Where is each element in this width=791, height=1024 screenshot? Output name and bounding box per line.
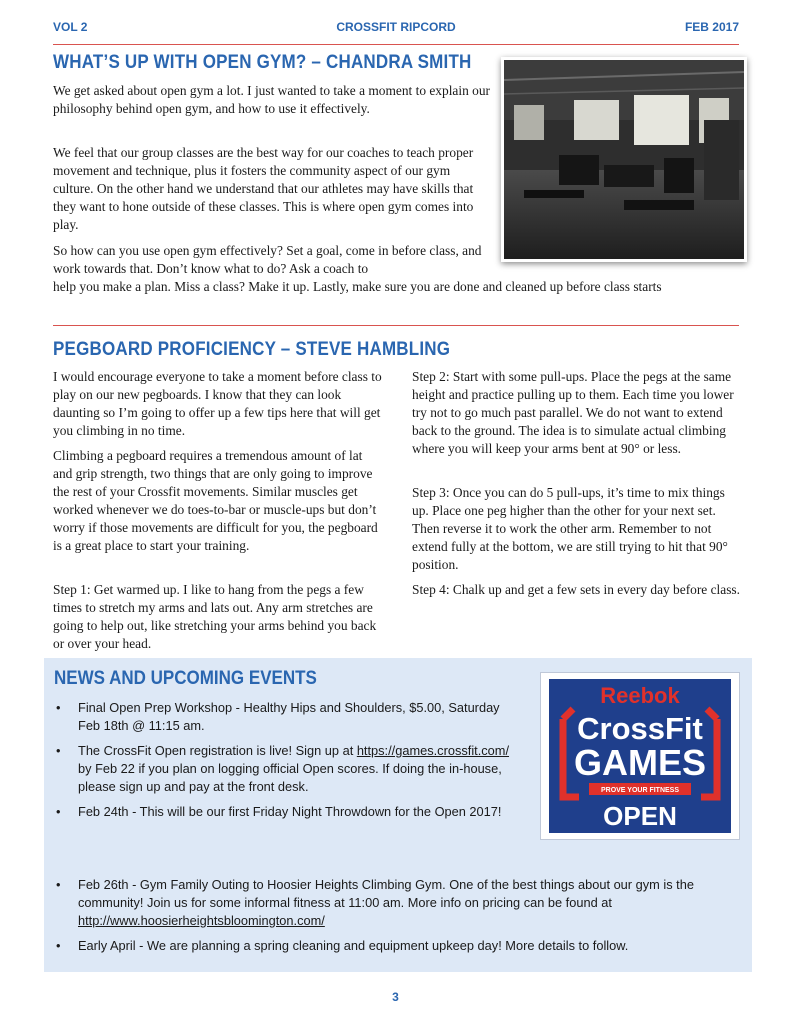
gym-photo <box>501 57 747 262</box>
pegboard-left-paragraph-2: Climbing a pegboard requires a tremendous amount of lat and grip strength, two things that are only going to improve the rest of your Crossfit movements. Similar muscles get worked whenever we do toes-to-bar or muscle-ups but don’t worry if those movements are difficult for you, the pegboard is a great place to start your training. <box>53 448 378 553</box>
section-divider <box>53 325 739 326</box>
open-gym-heading: WHAT’S UP WITH OPEN GYM? – CHANDRA SMITH <box>53 51 472 73</box>
bullet: • <box>56 877 61 892</box>
page-number: 3 <box>392 990 399 1004</box>
news-item: • Early April - We are planning a spring cleaning and equipment upkeep day! More details to follow. <box>56 938 629 953</box>
bullet: • <box>56 700 61 715</box>
open-gym-paragraph-3b: help you make a plan. Miss a class? Make it up. Lastly, make sure you are done and cleaned up before class starts <box>53 279 662 294</box>
news-item: • Final Open Prep Workshop - Healthy Hips and Shoulders, $5.00, Saturday Feb 18th @ 11:15 am. <box>56 700 500 733</box>
pegboard-left-paragraph-1: I would encourage everyone to take a moment before class to play on our new pegboards. I know that they can look daunting so I’m going to offer up a few tips here that will get you climbing in no time. <box>53 369 382 438</box>
news-item: • Feb 26th - Gym Family Outing to Hoosier Heights Climbing Gym. One of the best things about our gym is the community! Join us for some informal fitness at 11:00 am. More info on pricing can be found at http://www.hoosierheightsbloomington.com/ <box>56 877 694 928</box>
page-header <box>53 18 739 38</box>
pegboard-right-paragraph-1: Step 2: Start with some pull-ups. Place the pegs at the same height and practice pulling up to them. Each time you lower try not to go much past parallel. We do not want to extend back to the ground. The idea is to simulate actual climbing where you will keep your arms bent at 90° or less. <box>412 369 734 456</box>
publication-title: CROSSFIT RIPCORD <box>336 20 456 34</box>
news-list-bottom <box>44 876 734 962</box>
bullet: • <box>56 804 61 819</box>
pegboard-left-paragraph-3: Step 1: Get warmed up. I like to hang from the pegs a few times to stretch my arms and lats out. Any arm stretches are going to help out, like stretching your arms behind you back or over your head. <box>53 582 377 651</box>
open-gym-paragraph-1: We get asked about open gym a lot. I just wanted to take a moment to explain our philosophy behind open gym, and how to use it effectively. <box>53 83 490 116</box>
gym-interior-image <box>504 60 744 259</box>
news-list-top <box>44 699 524 828</box>
news-heading: NEWS AND UPCOMING EVENTS <box>54 667 317 689</box>
pegboard-heading: PEGBOARD PROFICIENCY – STEVE HAMBLING <box>53 338 451 360</box>
pegboard-right-paragraph-3: Step 4: Chalk up and get a few sets in every day before class. <box>412 582 740 597</box>
volume-label: VOL 2 <box>53 20 88 34</box>
issue-date: FEB 2017 <box>684 20 739 34</box>
header-rule <box>53 44 739 45</box>
open-gym-paragraph-2: We feel that our group classes are the best way for our coaches to teach proper movement and technique, plus it fosters the community aspect of our gym culture. On the other hand we understand that our athletes may have skills that they want to hone outside of these classes. This is where open gym comes into play. <box>53 145 474 232</box>
logo-line3: OPEN <box>603 801 677 831</box>
logo-graphic <box>549 679 731 833</box>
logo-brand: Reebok <box>600 683 680 708</box>
bullet: • <box>56 938 61 953</box>
news-item: • Feb 24th - This will be our first Friday Night Throwdown for the Open 2017! <box>56 804 502 819</box>
hoosier-heights-link[interactable]: http://www.hoosierheightsbloomington.com/ <box>78 913 325 928</box>
logo-line1: CrossFit <box>577 711 703 746</box>
news-item: • The CrossFit Open registration is live! Sign up at https://games.crossfit.com/ by Feb 22 if you plan on logging official Open scores. If doing the in-house, please sign up and pay at the front desk. <box>56 743 510 794</box>
logo-tagline: PROVE YOUR FITNESS <box>600 787 680 794</box>
bullet: • <box>56 743 61 758</box>
logo-line2: GAMES <box>573 742 707 783</box>
open-gym-paragraph-3a: So how can you use open gym effectively? Set a goal, come in before class, and work towards that. Don’t know what to do? Ask a coach to <box>53 243 482 276</box>
pegboard-right-paragraph-2: Step 3: Once you can do 5 pull-ups, it’s time to mix things up. Place one peg higher than the other for your next set. Then reverse it to work the other arm. Remember to not extend fully at the bottom, we are still trying to hit that 90° position. <box>412 485 728 572</box>
games-crossfit-link[interactable]: https://games.crossfit.com/ <box>356 743 510 758</box>
crossfit-games-open-logo <box>540 672 740 840</box>
